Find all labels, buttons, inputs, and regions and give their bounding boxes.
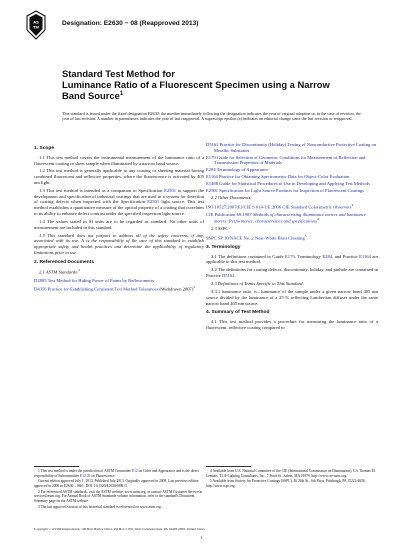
footnote-3: 3 The last approved version of this historical standard is referenced on www.astm.org. [38, 504, 162, 509]
link-e1164[interactable]: E1164 [206, 174, 218, 180]
link-d5162[interactable]: D5162 [206, 142, 219, 147]
footnote-5: 5 Available from Society for Protective Coatings (SSPC), 40 24th St., 6th Floor, Pittsburgh, PA 15222-4656, http://www.sspc.org. [206, 479, 366, 488]
link-d2805[interactable]: D2805 [34, 277, 47, 283]
para-3-2: 3.2 The definitions for coating defects, discontinuity, holiday, and pinhole are contained in Practice D5162. [206, 267, 378, 279]
standard-note: This standard is issued under the fixed designation E2630; the number immediately following the designation indicates the year of original adoption or, in the case of revision, the year of last revision. A number in parentheses indicates the year of last reapproval. A superscript epsilon (ε) indicates an editorial change since the last revision or reapproval. [62, 111, 361, 122]
reference-d5162: D5162 Practice for Discontinuity (Holiday) Testing of Nonconductive Protective Coating on Metallic Substrates [206, 142, 377, 153]
terminology-heading: 3. Terminology [206, 244, 241, 250]
reference-sspc-sp10: SSPC SP 10/NACE No. 2 Near-White Blast Cleaning$^5$ [206, 233, 307, 241]
link-d5162[interactable]: D5162 [221, 273, 235, 279]
para-2-2: 2.2 Other Documents: [211, 195, 252, 201]
para-1-3: 1.3 This test method is intended as a companion to Specification E2501 to support the development and specification of industrial coatings that are used in a system for detection of coating defects when inspected with the Specification E2501 light source. This test method establishes a quantitative measure of the optical property of a coating that correlates to its ability to enhance defect contrast under the specified inspection light source. [34, 187, 204, 216]
left-column [34, 142, 204, 293]
reference-e179: E179 Guide for Selection of Geometric Conditions for Measurement of Reflection and Transmission Properties of Materials [206, 154, 366, 166]
para-3-3: 3.3 Definitions of Terms Specific to This Standard: [211, 281, 305, 287]
link-iso-10527[interactable]: ISO 10527:2007(E)/CIE S 014-1/E:2006 [206, 204, 282, 210]
page-number: 1 [200, 535, 203, 540]
svg-text:AS: AS [33, 19, 39, 25]
summary-heading: 4. Summary of Test Method [206, 310, 270, 316]
footnote-divider [34, 466, 79, 467]
reference-e1488: E1488 Guide for Statistical Procedures to Use in Developing and Applying Test Methods [206, 181, 370, 187]
para-4-1: 4.1 This test method provides a procedure for measuring the luminance ratio of a fluorescent, reflective coating compared to [206, 319, 378, 330]
para-3-1: 3.1 The definitions contained in Guide E179, Terminology E284, and Practice E1164 are applicable to this test method. [206, 253, 378, 265]
footnote-divider [206, 466, 251, 467]
title-line-2: Luminance Ratio of a Fluorescent Specimen using a Narrow [62, 79, 330, 90]
link-e12-05[interactable]: E12.05 [80, 473, 91, 478]
scope-heading: 1. Scope [34, 146, 55, 151]
astm-logo-icon [26, 10, 46, 40]
link-sspc-sp10[interactable]: SSPC SP 10/NACE No. 2 [206, 235, 254, 241]
para-2-1: 2.1 ASTM Standards:$^2$ [39, 268, 81, 275]
reference-e2501: E2501 Specification for Light Source Products for Inspection of Fluorescent Coatings [206, 188, 364, 194]
link-e2501[interactable]: E2501 [206, 188, 218, 194]
document-title [62, 68, 362, 101]
link-e1488[interactable]: E1488 [206, 181, 218, 187]
para-1-2: 1.2 This test method is generally applicable to any coating or sheeting material having combined fluorescent and reflective properties, where the fluorescence is activated by 405 nm light. [34, 168, 204, 185]
para-1-5: 1.5 This standard does not purport to address all of the safety concerns, if any, associated with its use. It is the responsibility of the user of this standard to establish appropriate safety and health practices and determine the applicability of regulatory limitations prior to use. [34, 232, 204, 255]
link-e179[interactable]: E179 [284, 253, 295, 259]
link-e12[interactable]: E12 [131, 469, 138, 473]
right-column [206, 142, 378, 333]
reference-e284: E284 Terminology of Appearance [206, 167, 269, 173]
reference-d4356: D4356 Practice for Establishing Consistent Test Method Tolerances (Withdrawn 2007)$^3$ [34, 284, 196, 292]
para-1-4: 1.4 The values stated in SI units are to be regarded as standard. No other units of measurement are included in this standard. [34, 218, 204, 230]
link-e179[interactable]: E179 [206, 154, 216, 160]
reference-cie-69: CIE Publication 69:1987 Methods of characterizing illuminance meters and luminance meters: Performance, characteristics and specifications$^4$ [206, 211, 366, 224]
copyright-line: Copyright © ASTM International, 100 Barr Harbor Drive, PO Box C700, West Conshohocken, PA 19428-2959. United States [34, 527, 205, 531]
footnote-2: 2 For referenced ASTM standards, visit the ASTM website, www.astm.org, or contact ASTM Customer Service at service@astm.org. For Annual Book of ASTM Standards volume information, refer to the standard's Document Summary page on the ASTM website. [34, 489, 203, 503]
reference-e1164: E1164 Practice for Obtaining Spectrometric Data for Object-Color Evaluation [206, 174, 350, 180]
para-2-3: 2.3 SSPC: [211, 225, 230, 231]
reference-d2805: D2805 Test Method for Hiding Power of Paints by Reflectometry [34, 277, 155, 283]
link-e1164[interactable]: E1164 [359, 253, 371, 259]
svg-text:TM: TM [33, 24, 39, 30]
link-cie-69[interactable]: CIE Publication 69:1987 [206, 211, 252, 217]
link-e284[interactable]: E284 [322, 253, 333, 259]
footnotes-left [34, 466, 204, 511]
footnote-1-edition: Current edition approved July 1, 2013. Published July 2013. Originally approved in 2008. Last previous edition approved in 2008 as E2630 – 08ε1. DOI: 10.1520/E2630-08R13. [34, 479, 199, 488]
para-1-1: 1.1 This test method covers the instrumental measurement of the luminance ratio of a fluorescent coating or sheet sample when illuminated by a narrow band source. [34, 154, 204, 166]
link-d4356[interactable]: D4356 [34, 286, 47, 292]
para-3-3-1: 3.3.1 luminance ratio, n—luminance of the sample under a given narrow band 405 nm source divided by the luminance of a 25 % reflecting Lambertian diffuser under the same narrow band 405 nm source. [206, 289, 378, 306]
link-e2501[interactable]: E2501 [164, 187, 177, 193]
title-line-3: Band Source$^1$ [62, 90, 124, 101]
link-e284[interactable]: E284 [206, 167, 216, 173]
designation: Designation: E2630 − 08 (Reapproved 2013) [62, 20, 199, 27]
footnote-4: 4 Available from U.S. National Committee of the CIE (International Commission on Illumination), C/o Thomas M. Lemons, TLA-Lighting Consultants, Inc., 7 Pond St., Salem, MA 01970, http://www.cie-usnc.org. [206, 469, 376, 478]
referenced-documents-heading: 2. Referenced Documents [34, 259, 95, 265]
footnote-1: 1 This test method is under the jurisdiction of ASTM Committee E12 on Color and Appearance and is the direct responsibility of Subcommittee E12.05 on Fluorescence. [34, 469, 199, 478]
reference-iso-10527: ISO 10527:2007(E)/CIE S 014-1/E:2006 CIE Standard Colorimetric Observers$^4$ [206, 203, 354, 210]
title-line-1: Standard Test Method for [62, 68, 175, 79]
link-e2501[interactable]: E2501 [147, 199, 160, 205]
footnotes-right [206, 466, 378, 490]
